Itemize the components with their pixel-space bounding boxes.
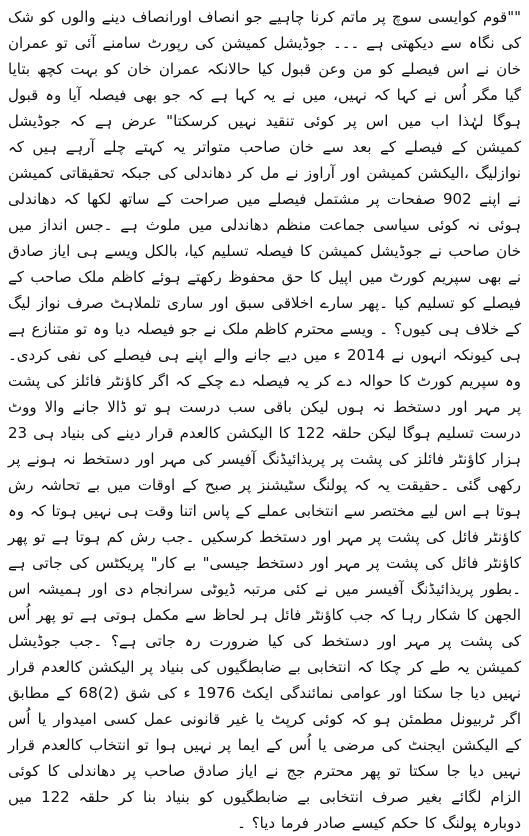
article-paragraph: ""قوم کوایسی سوچ پر ماتم کرنا چاہیے جو انصاف اورانصاف دینے والوں کو شک کی نگاہ سے دیکھتی ہے ۔۔۔ جوڈیشل کمیشن کی رپورٹ سامنے آئی تو عمران خان نے اس فیصلے کو من وعن قبول کیا حالانکہ عمران خان کو بہت کچھ بتایا گیا مگر اُس نے کہا کہ نہیں، میں نے یہ کہا ہے کہ جو بھی فیصلہ آیا وہ قبول ہوگا لہٰذا اب میں اس پر کوئی تنقید نہیں کرسکتا" عرض ہے کہ جوڈیشل کمیشن کے فیصلے کے بعد سے خان صاحب متواتر یہ کہتے چلے آرہے ہیں کہ نوازلیگ ،الیکشن کمیشن اور آراوز نے مل کر دھاندلی کی جبکہ تحقیقاتی کمیشن نے اپنے 902 صفحات پر مشتمل فیصلے میں صراحت کے ساتھ لکھا کہ دھاندلی ہوئی نہ کوئی سیاسی جماعت منظم دھاندلی میں ملوث ہے ۔جس انداز میں خان صاحب نے جوڈیشل کمیشن کا فیصلہ تسلیم کیا، بالکل ویسے ہی ایاز صادق نے بھی سپریم کورٹ میں اپیل کا حق محفوظ رکھتے ہوئے کاظم ملک صاحب کے فیصلے کو تسلیم کیا ۔پھر سارے اخلاقی سبق اور ساری تلملاہٹ صرف نواز لیگ کے خلاف ہی کیوں؟ ۔ ویسے محترم کاظم ملک نے جو فیصلہ دیا وہ تو متنازع ہے ہی کیونکہ انہوں نے 2014 ء میں دیے جانے والے اپنے ہی فیصلے کی نفی کردی۔ وہ سپریم کورٹ کا حوالہ دے کر یہ فیصلہ دے چکے کہ اگر کاؤنٹر فائلز کی پشت پر مہر اور دستخط نہ ہوں لیکن باقی سب درست ہو تو ڈالا جانے والا ووٹ درست تسلیم ہوگا لیکن حلقہ 122 کا الیکشن کالعدم قرار دینے کی بنیاد ہی 23 ہزار کاؤنٹر فائلز کی پشت پر پریذائیڈنگ آفیسر کی مہر اور دستخط نہ ہونے پر رکھی گئی ۔حقیقت یہ کہ پولنگ سٹیشنز پر صبح کے اوقات میں بے تحاشہ رش ہوتا ہے اس لیے مختصر سے انتخابی عملے کے پاس اتنا وقت ہی نہیں ہوتا کہ وہ کاؤنٹر فائل کی پشت پر مہر اور دستخط کرسکیں ۔جب رش کم ہوتا ہے تو پھر کاؤنٹر فائل کی پشت پر مہر اور دستخط جیسی" بے کار" پریکٹس کی جاتی ہے ۔بطور پریذائیڈنگ آفیسر میں نے کئی مرتبہ ڈیوٹی سرانجام دی اور ہمیشہ اس الجھن کا شکار رہا کہ جب کاؤنٹر فائل ہر لحاظ سے مکمل ہوتی ہے تو پھر اُس کی پشت پر مہر اور دستخط کی کیا ضرورت رہ جاتی ہے؟ ۔جب جوڈیشل کمیشن یہ طے کر چکا کہ انتخابی بے ضابطگیوں کی بنیاد پر الیکشن کالعدم قرار نہیں دیا جا سکتا اور عوامی نمائندگی ایکٹ 1976 ء کی شق (2)68 کے مطابق اگر ٹربیونل مطمئن ہو کہ کوئی کرپٹ یا غیر قانونی عمل کسی امیدوار یا اُس کے الیکشن ایجنٹ کی مرضی یا اُس کے ایما پر نہیں ہوا تو انتخاب کالعدم قرار نہیں دیا جا سکتا تو پھر محترم جج نے ایاز صادق صاحب پر دھاندلی کا کوئی الزام لگائے بغیر صرف انتخابی بے ضابطگیوں کو بنیاد بنا کر حلقہ 122 میں دوبارہ پولنگ کا حکم کیسے صادر فرما دیا؟ ۔ — [8, 8, 521, 832]
